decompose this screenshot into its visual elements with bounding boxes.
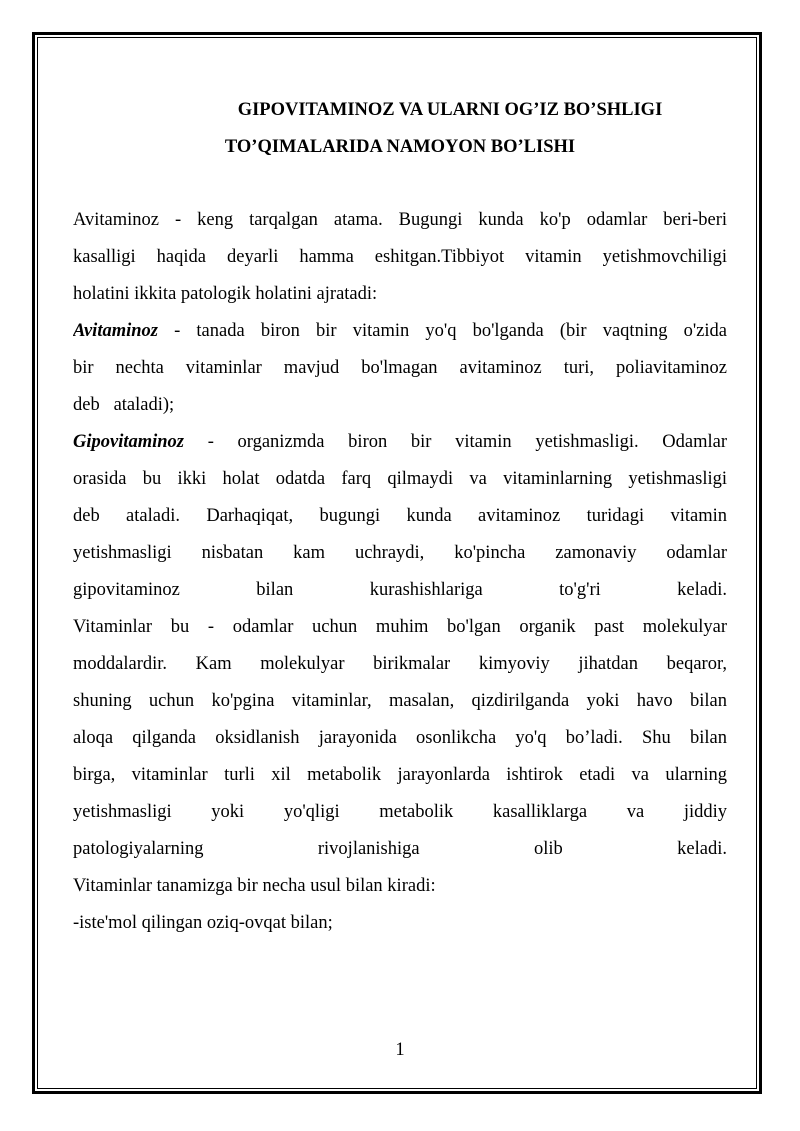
term-avitaminoz: Avitaminoz	[73, 321, 158, 341]
paragraph-line: orasida bu ikki holat odatda farq qilmaydi va vitaminlarning yetishmasligi	[73, 469, 727, 489]
paragraph-line: Avitaminoz - keng tarqalgan atama. Bugungi kunda ko'p odamlar beri-beri	[73, 210, 727, 230]
definition-gipovitaminoz: Gipovitaminoz - organizmda biron bir vitamin yetishmasligi. Odamlar	[73, 432, 727, 452]
document-body	[73, 92, 727, 942]
paragraph-line: yetishmasligi nisbatan kam uchraydi, ko'pincha zamonaviy odamlar	[73, 543, 727, 563]
title-line-1: GIPOVITAMINOZ VA ULARNI OG’IZ BO’SHLIGI	[237, 100, 663, 120]
paragraph-line: aloqa qilganda oksidlanish jarayonida osonlikcha yo'q bo’ladi. Shu bilan	[73, 728, 727, 748]
paragraph-line: moddalardir. Kam molekulyar birikmalar kimyoviy jihatdan beqaror,	[73, 654, 727, 674]
paragraph-line: Vitaminlar bu - odamlar uchun muhim bo'lgan organik past molekulyar	[73, 617, 727, 637]
title-line-2: TO’QIMALARIDA NAMOYON BO’LISHI	[224, 137, 576, 157]
paragraph-line: yetishmasligi yoki yo'qligi metabolik kasalliklarga va jiddiy	[73, 802, 727, 822]
paragraph-line: -iste'mol qilingan oziq-ovqat bilan;	[73, 913, 333, 933]
paragraph-line: gipovitaminoz bilan kurashishlariga to'g'ri keladi.	[73, 580, 727, 600]
document-title	[73, 92, 727, 166]
page-number: 1	[395, 1040, 405, 1060]
paragraph-line: Vitaminlar tanamizga bir necha usul bilan kiradi:	[73, 876, 436, 896]
paragraph-line: patologiyalarning rivojlanishiga olib keladi.	[73, 839, 727, 859]
definition-avitaminoz: Avitaminoz - tanada biron bir vitamin yo'q bo'lganda (bir vaqtning o'zida	[73, 321, 727, 341]
paragraph-line: bir nechta vitaminlar mavjud bo'lmagan avitaminoz turi, poliavitaminoz	[73, 358, 727, 378]
paragraph-line: holatini ikkita patologik holatini ajratadi:	[73, 284, 378, 304]
paragraph-line: shuning uchun ko'pgina vitaminlar, masalan, qizdirilganda yoki havo bilan	[73, 691, 727, 711]
paragraph-line: kasalligi haqida deyarli hamma eshitgan.Tibbiyot vitamin yetishmovchiligi	[73, 247, 727, 267]
paragraph-line: birga, vitaminlar turli xil metabolik jarayonlarda ishtirok etadi va ularning	[73, 765, 727, 785]
paragraph-line: deb ataladi);	[73, 395, 175, 415]
term-gipovitaminoz: Gipovitaminoz	[73, 432, 185, 452]
paragraph-line: deb ataladi. Darhaqiqat, bugungi kunda avitaminoz turidagi vitamin	[73, 506, 727, 526]
